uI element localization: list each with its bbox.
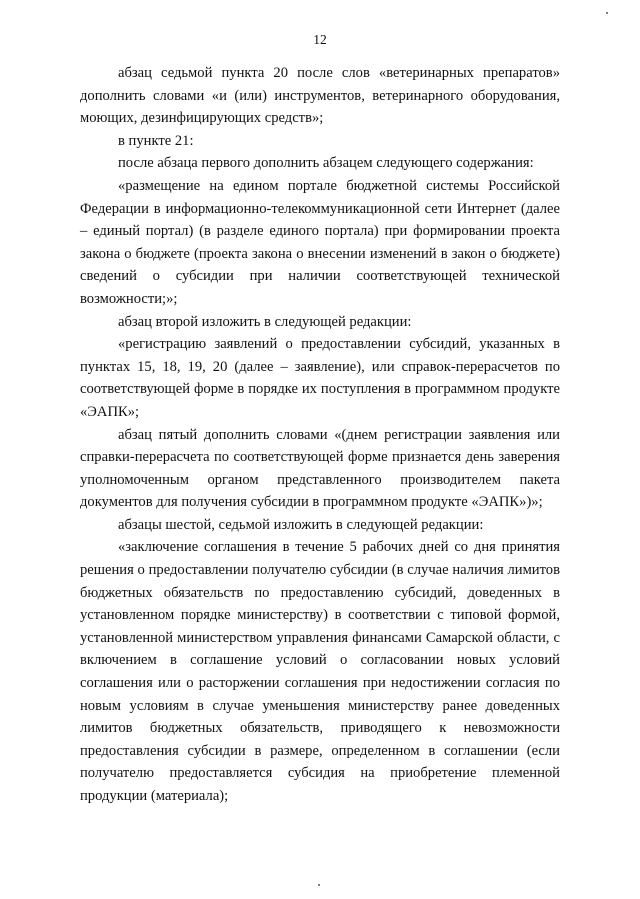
page-number: 12 xyxy=(313,32,327,47)
scan-speck xyxy=(606,12,608,14)
paragraph-5: абзац второй изложить в следующей редакции: xyxy=(118,313,412,330)
paragraph-4: «размещение на едином портале бюджетной системы Российской Федерации в информационно-телекоммуникационной сети Интернет (далее – единый портал) (в разделе единого портала) при формировании проекта закона о бюджете (проекта закона о внесении изменений в закон о бюджете) сведений о субсидии при наличии соответствующей технической возможности;»; xyxy=(80,177,560,307)
paragraph-8: абзацы шестой, седьмой изложить в следующей редакции: xyxy=(118,516,484,533)
paragraph-9: «заключение соглашения в течение 5 рабочих дней со дня принятия решения о предоставлении получателю субсидии (в случае наличия лимитов бюджетных обязательств по предоставлению субсидий, доведенных в установленном порядке министерству) в соответствии с типовой формой, установленной министерством управления финансами Самарской области, с включением в соглашение условий о согласовании новых условий соглашения или о расторжении соглашения при недостижении согласия по новым условиям в случае уменьшения министерству ранее доведенных лимитов бюджетных обязательств, приводящего к невозможности предоставления субсидии в размере, определенном в соглашении (если получателю предоставляется субсидия на приобретение племенной продукции (материала); xyxy=(80,539,560,804)
paragraph-1: абзац седьмой пункта 20 после слов «ветеринарных препаратов» дополнить словами «и (или) инструментов, ветеринарного оборудования, моющих, дезинфицирующих средств»; xyxy=(80,65,560,127)
paragraph-6: «регистрацию заявлений о предоставлении субсидий, указанных в пунктах 15, 18, 19, 20 (далее – заявление), или справок-перерасчетов по соответствующей форме в порядке их поступления в программном продукте «ЭАПК»; xyxy=(80,336,560,420)
paragraph-2: в пункте 21: xyxy=(118,132,194,149)
paragraph-3: после абзаца первого дополнить абзацем следующего содержания: xyxy=(118,155,534,172)
paragraph-7: абзац пятый дополнить словами «(днем регистрации заявления или справки-перерасчета по соответствующей форме признается день заверения уполномоченным органом представленного производителем пакета документов для получения субсидии в программном продукте «ЭАПК»)»; xyxy=(80,426,560,511)
document-body xyxy=(80,62,560,808)
scan-speck xyxy=(318,884,320,886)
